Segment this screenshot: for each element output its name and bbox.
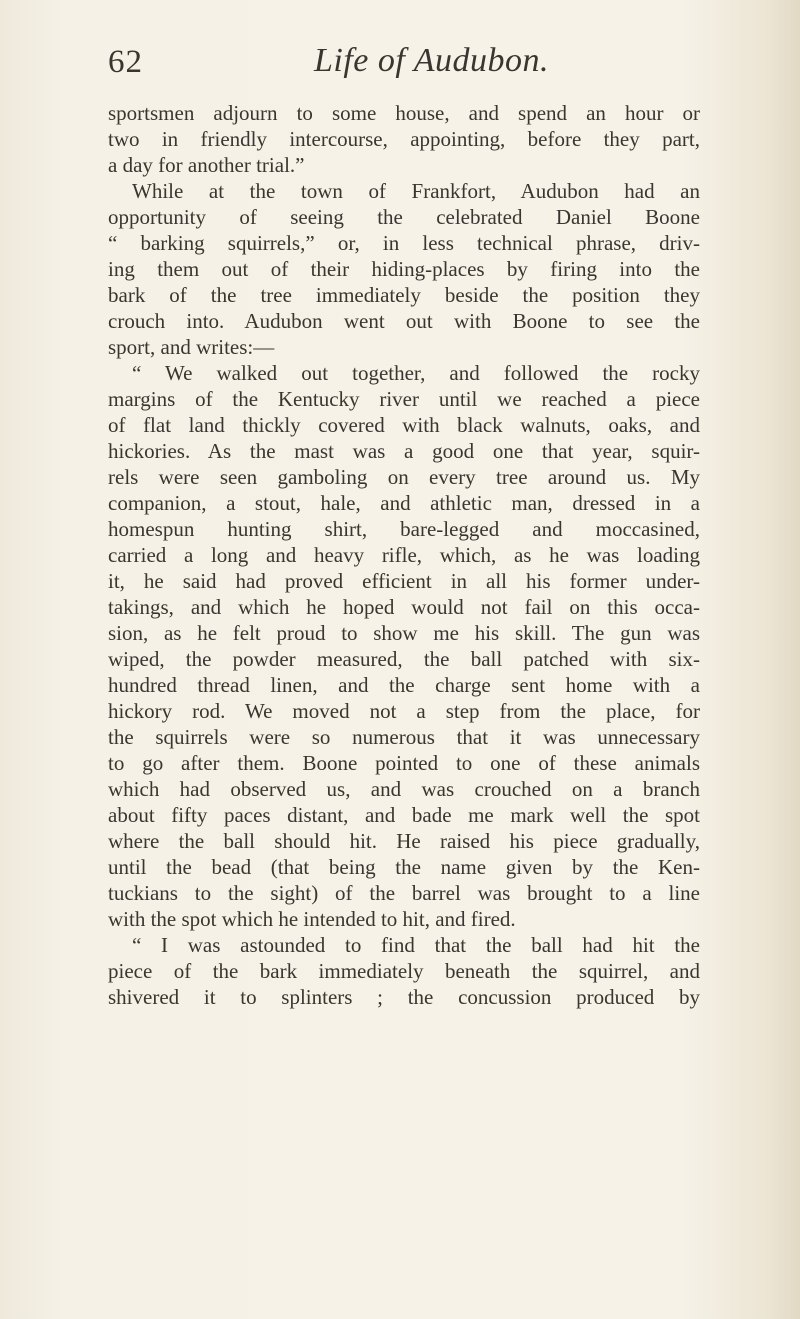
text-line: sion, as he felt proud to show me his skill. The gun was — [108, 621, 700, 645]
text-line: to go after them. Boone pointed to one of these animals — [108, 751, 700, 775]
text-line: it, he said had proved efficient in all his former under- — [108, 569, 700, 593]
text-line: homespun hunting shirt, bare-legged and moccasined, — [108, 517, 700, 541]
page-number: 62 — [108, 44, 143, 80]
page-header — [108, 44, 700, 94]
text-line: “ barking squirrels,” or, in less technical phrase, driv- — [108, 231, 700, 255]
text-line: hundred thread linen, and the charge sent home with a — [108, 673, 700, 697]
text-line: companion, a stout, hale, and athletic man, dressed in a — [108, 491, 700, 515]
text-line: tuckians to the sight) of the barrel was brought to a line — [108, 881, 700, 905]
text-line: crouch into. Audubon went out with Boone to see the — [108, 309, 700, 333]
text-line: carried a long and heavy rifle, which, as he was loading — [108, 543, 700, 567]
text-line: until the bead (that being the name given by the Ken- — [108, 855, 700, 879]
text-line: sportsmen adjourn to some house, and spend an hour or — [108, 101, 700, 125]
running-title: Life of Audubon. — [314, 42, 549, 79]
text-line: opportunity of seeing the celebrated Daniel Boone — [108, 205, 700, 229]
text-line: rels were seen gamboling on every tree around us. My — [108, 465, 700, 489]
text-line: margins of the Kentucky river until we reached a piece — [108, 387, 700, 411]
text-line: a day for another trial.” — [108, 153, 305, 177]
text-line: wiped, the powder measured, the ball patched with six- — [108, 647, 700, 671]
body-text — [108, 100, 700, 1010]
text-line: which had observed us, and was crouched on a branch — [108, 777, 700, 801]
text-line: hickories. As the mast was a good one that year, squir- — [108, 439, 700, 463]
text-line: sport, and writes:— — [108, 335, 275, 359]
text-line: ing them out of their hiding-places by firing into the — [108, 257, 700, 281]
text-line: shivered it to splinters ; the concussion produced by — [108, 985, 700, 1009]
text-line: about fifty paces distant, and bade me mark well the spot — [108, 803, 700, 827]
text-line: bark of the tree immediately beside the position they — [108, 283, 700, 307]
text-line: with the spot which he intended to hit, and fired. — [108, 907, 516, 931]
text-line: hickory rod. We moved not a step from the place, for — [108, 699, 700, 723]
text-line: piece of the bark immediately beneath the squirrel, and — [108, 959, 700, 983]
text-line: two in friendly intercourse, appointing, before they part, — [108, 127, 700, 151]
text-line: takings, and which he hoped would not fail on this occa- — [108, 595, 700, 619]
text-line: “ I was astounded to find that the ball had hit the — [132, 933, 700, 957]
text-line: of flat land thickly covered with black walnuts, oaks, and — [108, 413, 700, 437]
text-line: where the ball should hit. He raised his piece gradually, — [108, 829, 700, 853]
text-line: the squirrels were so numerous that it was unnecessary — [108, 725, 700, 749]
text-line: “ We walked out together, and followed the rocky — [132, 361, 700, 385]
text-line: While at the town of Frankfort, Audubon had an — [132, 179, 700, 203]
